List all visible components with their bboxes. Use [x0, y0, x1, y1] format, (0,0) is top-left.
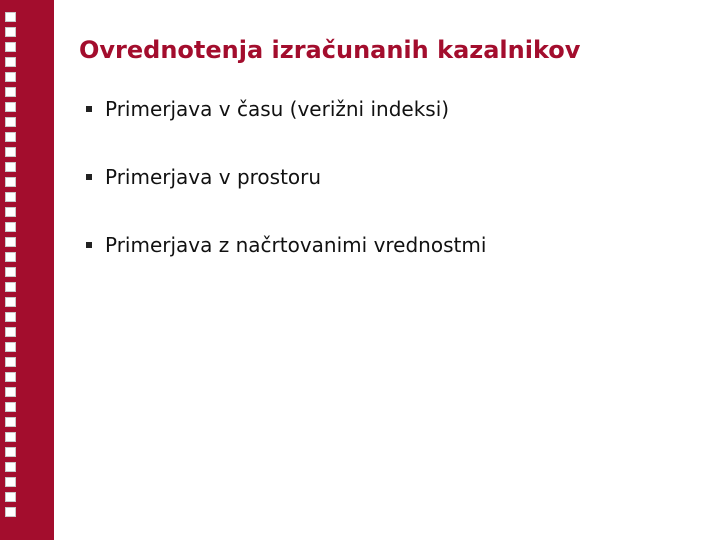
bullet-text: Primerjava v prostoru	[105, 165, 322, 189]
decorative-square	[5, 12, 16, 22]
decorative-square	[5, 207, 16, 217]
decorative-square	[5, 357, 16, 367]
decorative-square	[5, 312, 16, 322]
decorative-square	[5, 222, 16, 232]
decorative-square	[5, 252, 16, 262]
bullet-item	[86, 228, 486, 262]
decorative-square	[5, 327, 16, 337]
decorative-square	[5, 507, 16, 517]
decorative-square	[5, 417, 16, 427]
decorative-square	[5, 297, 16, 307]
decorative-square	[5, 132, 16, 142]
square-bullet-icon	[86, 174, 92, 180]
decorative-square	[5, 237, 16, 247]
square-pattern	[5, 12, 17, 522]
bullet-text: Primerjava v času (verižni indeksi)	[105, 97, 450, 121]
decorative-square	[5, 447, 16, 457]
decorative-square	[5, 162, 16, 172]
decorative-square	[5, 282, 16, 292]
bullet-text: Primerjava z načrtovanimi vrednostmi	[105, 233, 487, 257]
decorative-square	[5, 432, 16, 442]
bullet-item	[86, 92, 486, 126]
decorative-side-strip	[0, 0, 54, 540]
decorative-square	[5, 102, 16, 112]
decorative-square	[5, 117, 16, 127]
decorative-square	[5, 42, 16, 52]
square-bullet-icon	[86, 106, 92, 112]
decorative-square	[5, 387, 16, 397]
decorative-square	[5, 192, 16, 202]
decorative-square	[5, 402, 16, 412]
decorative-square	[5, 57, 16, 67]
square-bullet-icon	[86, 242, 92, 248]
decorative-square	[5, 477, 16, 487]
decorative-square	[5, 72, 16, 82]
decorative-square	[5, 147, 16, 157]
bullet-item	[86, 160, 486, 194]
decorative-square	[5, 27, 16, 37]
decorative-square	[5, 87, 16, 97]
decorative-square	[5, 177, 16, 187]
bullet-list	[86, 92, 486, 296]
decorative-square	[5, 372, 16, 382]
slide-title: Ovrednotenja izračunanih kazalnikov	[79, 36, 581, 64]
decorative-square	[5, 342, 16, 352]
decorative-square	[5, 267, 16, 277]
decorative-square	[5, 462, 16, 472]
decorative-square	[5, 492, 16, 502]
